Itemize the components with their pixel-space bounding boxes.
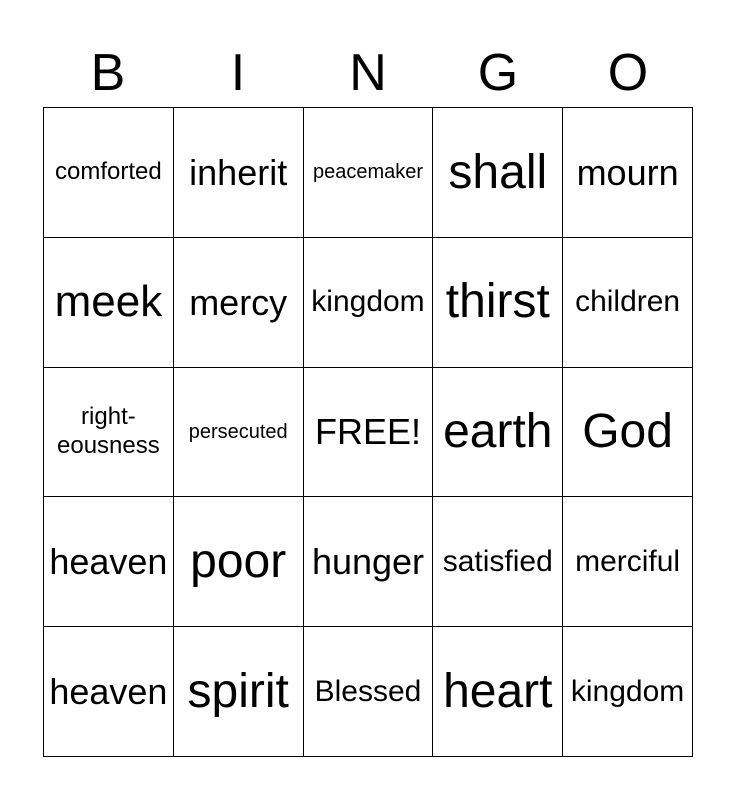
cell-word: satisfied (442, 544, 553, 578)
header-letter-b: B (90, 44, 126, 102)
cell-word: God (582, 405, 673, 459)
cell-word: earth (443, 405, 553, 459)
cell-word: thirst (445, 275, 550, 329)
bingo-cell[interactable] (44, 368, 174, 498)
cell-word: Blessed (314, 674, 422, 708)
cell-word: mercy (189, 281, 288, 323)
bingo-cell[interactable] (174, 627, 304, 757)
cell-word: poor (190, 534, 287, 588)
cell-word: heaven (49, 671, 168, 712)
cell-word: comforted (55, 158, 162, 185)
bingo-cell[interactable] (433, 368, 563, 498)
bingo-cell[interactable] (563, 368, 693, 498)
bingo-cell[interactable] (174, 368, 304, 498)
cell-word: kingdom (311, 285, 425, 319)
bingo-cell[interactable] (433, 238, 563, 368)
bingo-cell[interactable] (304, 627, 434, 757)
bingo-cell[interactable] (44, 497, 174, 627)
free-space-label: FREE! (314, 411, 421, 453)
cell-word: heart (443, 664, 553, 718)
cell-word: heaven (49, 541, 168, 583)
bingo-cell[interactable] (563, 497, 693, 627)
cell-word: shall (448, 145, 548, 199)
cell-word: spirit (187, 664, 289, 718)
bingo-cell[interactable] (174, 108, 304, 238)
cell-word: meek (54, 276, 163, 326)
bingo-board (43, 107, 693, 757)
bingo-cell[interactable] (174, 497, 304, 627)
bingo-cell[interactable] (304, 238, 434, 368)
bingo-cell[interactable] (433, 497, 563, 627)
bingo-cell[interactable] (563, 627, 693, 757)
header-letter-i: I (230, 44, 246, 102)
bingo-cell[interactable] (433, 108, 563, 238)
cell-word: persecuted (188, 420, 288, 443)
cell-word: children (575, 285, 681, 319)
cell-word: mourn (576, 151, 679, 193)
cell-word: right- eousness (57, 403, 160, 459)
bingo-cell[interactable] (304, 108, 434, 238)
bingo-header (43, 40, 693, 106)
free-space-cell[interactable] (304, 368, 434, 498)
bingo-cell[interactable] (44, 108, 174, 238)
header-letter-n: N (349, 44, 387, 102)
bingo-cell[interactable] (563, 108, 693, 238)
bingo-cell[interactable] (563, 238, 693, 368)
bingo-cell[interactable] (174, 238, 304, 368)
cell-word: kingdom (570, 674, 685, 708)
bingo-cell[interactable] (304, 497, 434, 627)
header-letter-o: O (607, 44, 649, 102)
header-letter-g: G (477, 44, 519, 102)
bingo-cell[interactable] (433, 627, 563, 757)
cell-word: hunger (311, 541, 425, 583)
cell-word: inherit (189, 151, 288, 193)
cell-word: peacemaker (312, 161, 424, 184)
cell-word: merciful (575, 544, 681, 578)
bingo-cell[interactable] (44, 238, 174, 368)
bingo-cell[interactable] (44, 627, 174, 757)
